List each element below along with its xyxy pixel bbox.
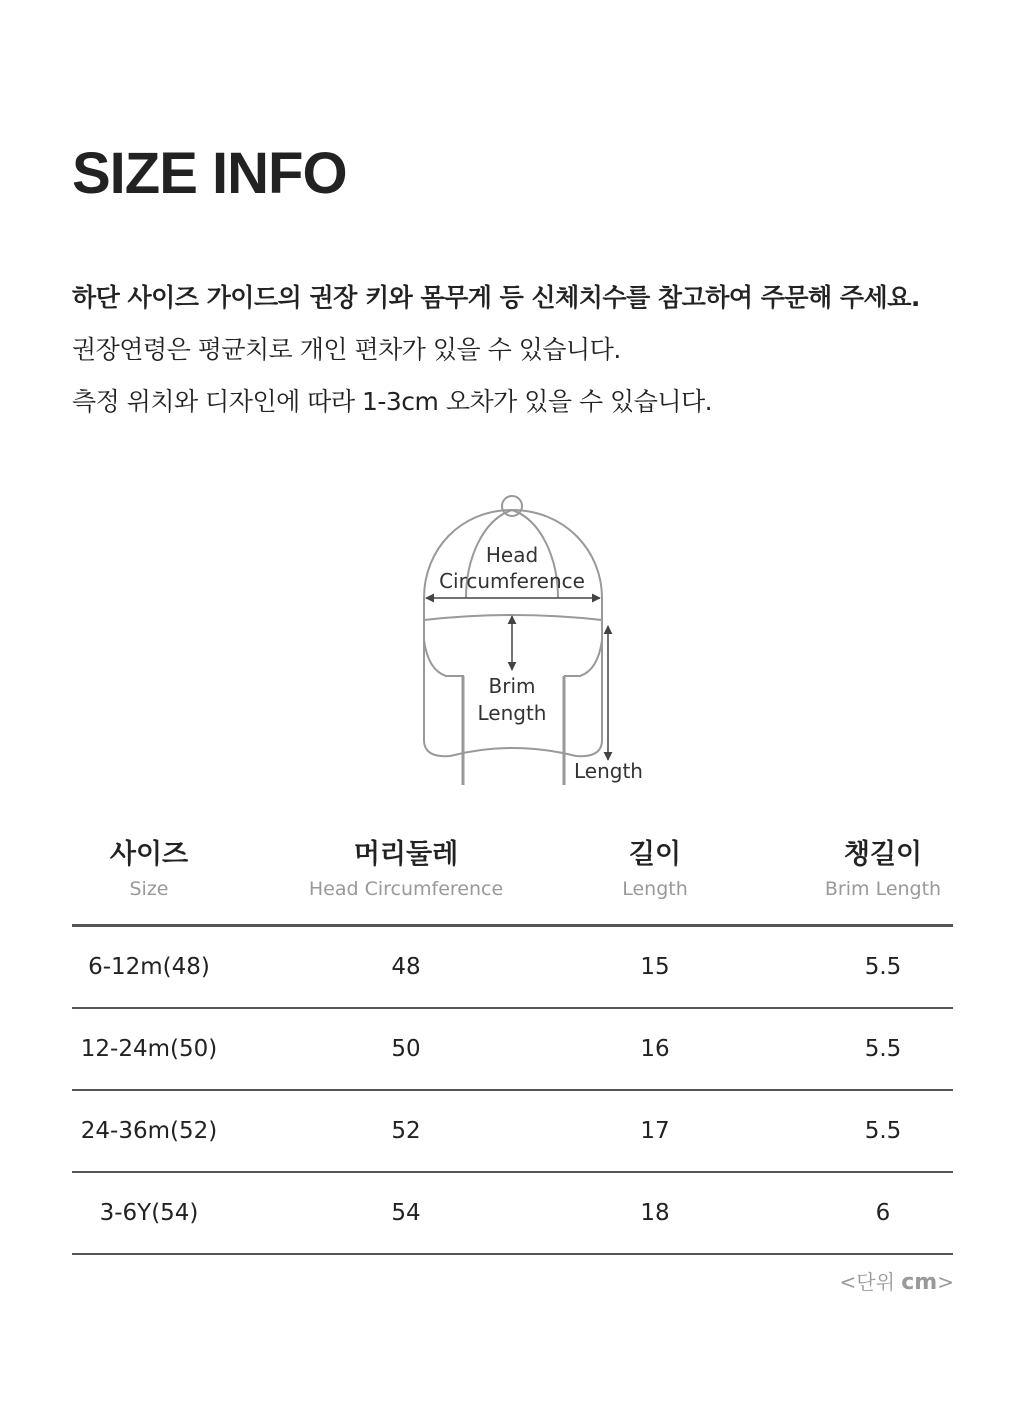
cell-brim-length: 6 xyxy=(875,1200,891,1226)
cell-brim-length: 5.5 xyxy=(864,954,902,980)
header-brim-length: 챙길이 Brim Length xyxy=(824,839,942,900)
page-title: SIZE INFO xyxy=(72,141,347,206)
cell-head-circumference: 50 xyxy=(391,1036,421,1062)
cap-measurement-diagram xyxy=(400,480,680,800)
cell-length: 18 xyxy=(640,1200,670,1226)
cell-brim-length: 5.5 xyxy=(864,1036,902,1062)
cell-size: 3-6Y(54) xyxy=(99,1200,199,1226)
circumference-label: Circumference xyxy=(439,569,585,593)
cell-length: 16 xyxy=(640,1036,670,1062)
cell-head-circumference: 54 xyxy=(391,1200,421,1226)
cell-head-circumference: 48 xyxy=(391,954,421,980)
note-line: 하단 사이즈 가이드의 권장 키와 몸무게 등 신체치수를 참고하여 주문해 주세요. xyxy=(72,283,920,312)
cell-size: 12-24m(50) xyxy=(80,1036,218,1062)
cell-length: 17 xyxy=(640,1118,670,1144)
size-table xyxy=(72,836,953,1255)
table-row xyxy=(72,1173,953,1255)
cell-brim-length: 5.5 xyxy=(864,1118,902,1144)
table-header xyxy=(72,836,953,927)
table-row xyxy=(72,1009,953,1091)
brim-label: Brim xyxy=(488,674,536,698)
cell-size: 24-36m(52) xyxy=(80,1118,218,1144)
brim-length-label: Length xyxy=(477,701,547,725)
note-line: 측정 위치와 디자인에 따라 1-3cm 오차가 있을 수 있습니다. xyxy=(72,387,713,416)
header-size: 사이즈 Size xyxy=(109,839,189,900)
size-notes xyxy=(72,272,972,428)
cell-head-circumference: 52 xyxy=(391,1118,421,1144)
header-head-circumference: 머리둘레 Head Circumference xyxy=(308,839,504,900)
table-row xyxy=(72,927,953,1009)
cap-illustration xyxy=(400,480,680,800)
header-length: 길이 Length xyxy=(622,839,688,900)
table-row xyxy=(72,1091,953,1173)
cell-size: 6-12m(48) xyxy=(88,954,210,980)
note-line: 권장연령은 평균치로 개인 편차가 있을 수 있습니다. xyxy=(72,335,621,364)
head-label: Head xyxy=(485,543,539,567)
unit-note: <단위 cm> xyxy=(839,1270,954,1295)
length-label: Length xyxy=(574,759,643,783)
cell-length: 15 xyxy=(640,954,670,980)
